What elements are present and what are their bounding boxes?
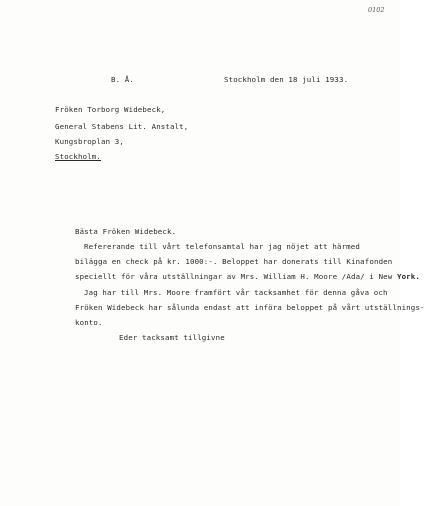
page-number: 0102 bbox=[368, 6, 385, 14]
recipient-city: Stockholm. bbox=[55, 152, 101, 161]
place-date: Stockholm den 18 juli 1933. bbox=[224, 75, 349, 84]
body-paragraph2-line1: Jag har till Mrs. Moore framfört vår tacksamhet för denna gåva och bbox=[84, 288, 388, 297]
body-paragraph2-line2: Fröken Widebeck har sålunda endast att införa beloppet på vårt utställnings- bbox=[75, 303, 425, 312]
body-paragraph1-line2: bilägga en check på kr. 1000:-. Beloppet har donerats till Kinafonden bbox=[75, 257, 393, 266]
reference-initials: B. Å. bbox=[111, 75, 134, 84]
recipient-organization: General Stabens Lit. Anstalt, bbox=[55, 122, 189, 131]
recipient-name: Fröken Torborg Widebeck, bbox=[55, 105, 166, 114]
body-paragraph2-line3: konto. bbox=[75, 318, 103, 327]
recipient-street: Kungsbroplan 3, bbox=[55, 137, 124, 146]
salutation: Bästa Fröken Widebeck. bbox=[75, 227, 177, 236]
body-paragraph1-line3 bbox=[75, 272, 420, 281]
body-paragraph1-line1: Refererande till vårt telefonsamtal har jag nöjet att härmed bbox=[84, 242, 360, 251]
body-paragraph1-line3-bold: York. bbox=[396, 272, 420, 281]
body-paragraph1-line3-text: speciellt för våra utställningar av Mrs. William H. Moore /Ada/ i New bbox=[75, 272, 397, 281]
closing: Eder tacksamt tillgivne bbox=[119, 333, 225, 342]
